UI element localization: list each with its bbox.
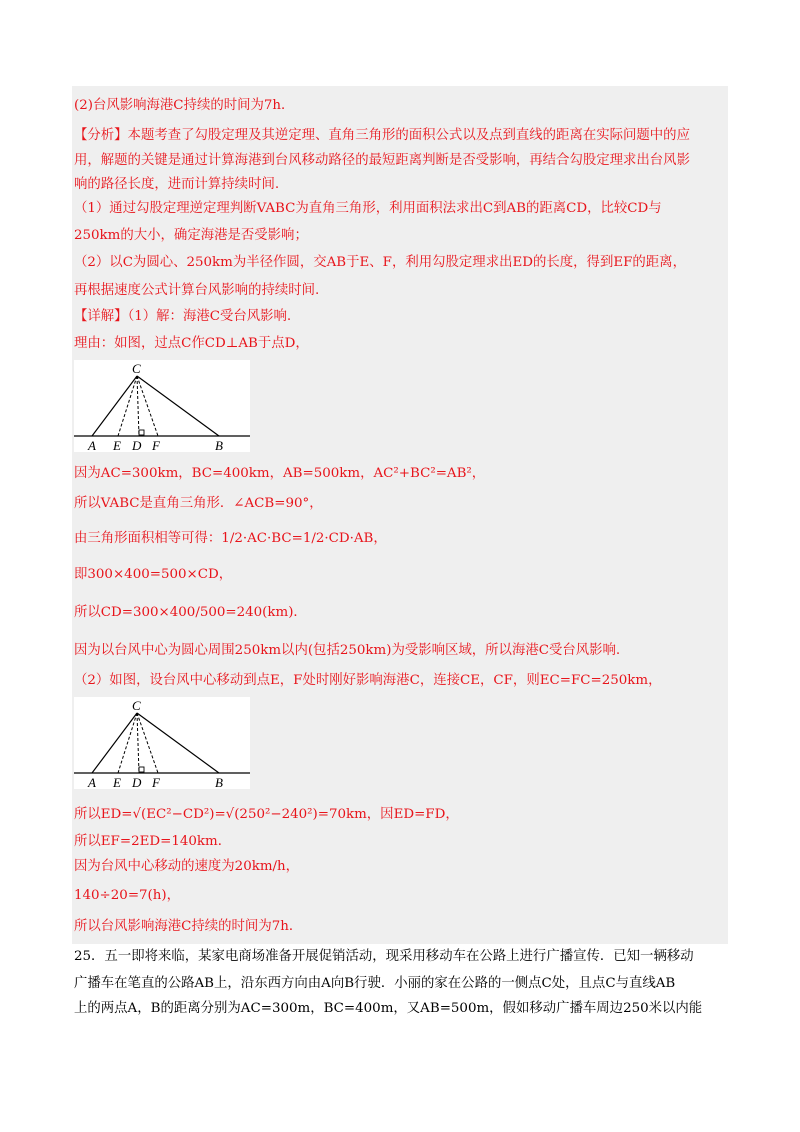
step-3: 由三角形面积相等可得：1/2·AC·BC=1/2·CD·AB， [74,531,387,546]
label-e-2: E [113,775,121,789]
step-4: 即300×400=500×CD， [74,567,233,582]
analysis-line-1: 【分析】本题考查了勾股定理及其逆定理、直角三角形的面积公式以及点到直线的距离在实际问题中的应 [74,128,690,143]
step-6: 因为以台风中心为圆心周围250km以内(包括250km)为受影响区域，所以海港C受台风影响. [74,643,621,658]
analysis-line-2: 用，解题的关键是通过计算海港到台风移动路径的最短距离判断是否受影响，再结合勾股定理求出台风影 [74,153,690,168]
analysis-line-3: 响的路径长度，进而计算持续时间. [74,177,280,192]
label-c-2: C [132,698,141,713]
part1-line-b: 250km的大小，确定海港是否受影响； [74,228,308,243]
label-d: D [132,438,142,452]
label-b-2: B [215,775,223,789]
step-10: 因为台风中心移动的速度为20km/h， [74,859,300,874]
reason-line: 理由：如图，过点C作CD⊥AB于点D， [74,336,309,351]
label-a-2: A [88,775,96,789]
step-7: （2）如图，设台风中心移动到点E，F处时刚好影响海港C，连接CE，CF，则EC=FC=250km， [74,673,662,688]
step-9: 所以EF=2ED=140km． [74,834,232,849]
step-1: 因为AC=300km，BC=400km，AB=500km，AC²+BC²=AB²， [74,466,486,481]
triangle-figure-2 [74,697,250,789]
question-25-line-3: 上的两点A，B的距离分别为AC=300m，BC=400m，又AB=500m，假如移动广播车周边250米以内能 [74,1001,703,1016]
part1-line-a: （1）通过勾股定理逆定理判断VABC为直角三角形，利用面积法求出C到AB的距离CD，比较CD与 [74,201,662,216]
part2-line-b: 再根据速度公式计算台风影响的持续时间. [74,283,320,298]
label-f-2: F [152,775,160,789]
step-2: 所以VABC是直角三角形．∠ACB=90°， [74,496,323,511]
part2-line-a: （2）以C为圆心、250km为半径作圆，交AB于E、F，利用勾股定理求出ED的长度，得到EF的距离， [74,255,686,270]
question-25-line-1: 25．五一即将来临，某家电商场准备开展促销活动，现采用移动车在公路上进行广播宣传．已知一辆移动 [74,949,694,964]
triangle-figure-1 [74,360,250,452]
step-5: 所以CD=300×400/500=240(km)． [74,605,307,620]
label-e: E [113,438,121,452]
detail-line: 【详解】（1）解：海港C受台风影响. [74,309,292,324]
label-f: F [152,438,160,452]
label-c: C [132,361,141,376]
answer-line-1: (2)台风影响海港C持续的时间为7h． [74,98,295,113]
step-8: 所以ED=√(EC²−CD²)=√(250²−240²)=70km，因ED=FD， [74,807,459,822]
question-25-line-2: 广播车在笔直的公路AB上，沿东西方向由A向B行驶．小丽的家在公路的一侧点C处，且点C与直线AB [74,976,676,991]
label-b: B [215,438,223,452]
label-a: A [88,438,96,452]
step-11: 140÷20=7(h)， [74,888,181,903]
step-12: 所以台风影响海港C持续的时间为7h． [74,919,303,934]
label-d-2: D [132,775,142,789]
